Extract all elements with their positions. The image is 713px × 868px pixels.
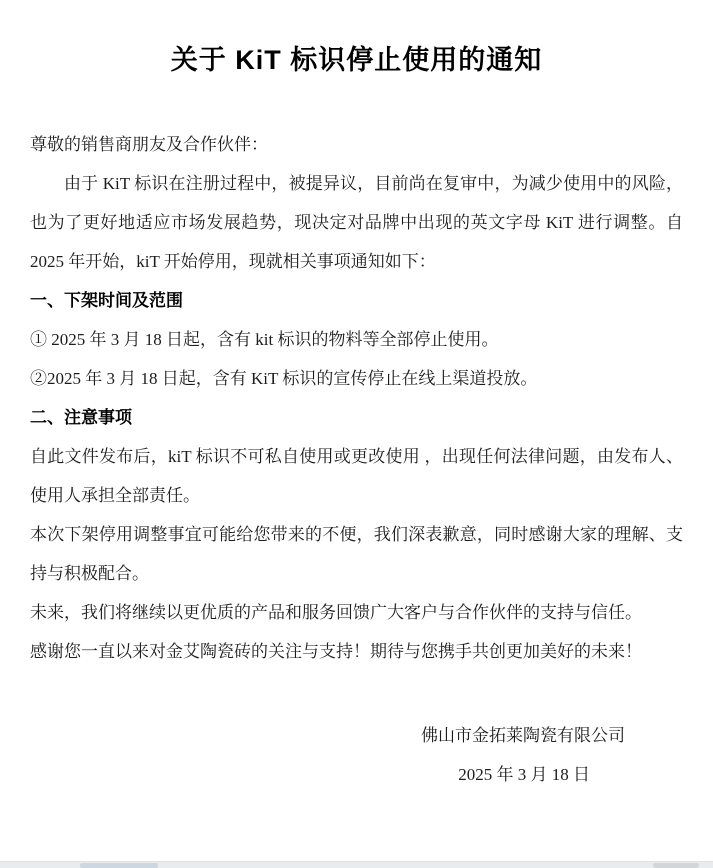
intro-paragraph: 由于 KiT 标识在注册过程中，被提异议，目前尚在复审中，为减少使用中的风险，也为了更好地适应市场发展趋势，现决定对品牌中出现的英文字母 KiT 进行调整。自 2025 年开始，kiT 开始停用，现就相关事项通知如下：	[30, 174, 683, 271]
signature-company-name: 佛山市金拓莱陶瓷有限公司	[421, 726, 625, 745]
section-2-paragraph-1: 自此文件发布后，kiT 标识不可私自使用或更改使用 ，出现任何法律问题，由发布人、使用人承担全部责任。	[30, 447, 683, 505]
document-title: 关于 KiT 标识停止使用的通知	[170, 45, 543, 75]
section-2-paragraph-4: 感谢您一直以来对金艾陶瓷砖的关注与支持！期待与您携手共创更加美好的未来！	[30, 642, 642, 661]
scrollbar-corner	[653, 863, 699, 868]
signature-block	[30, 716, 683, 794]
section-1-item-2: ②2025 年 3 月 18 日起，含有 KiT 标识的宣传停止在线上渠道投放。	[30, 369, 538, 388]
section-1-heading: 一、下架时间及范围	[30, 291, 183, 310]
horizontal-scrollbar-track[interactable]	[0, 861, 713, 868]
section-2-paragraph-3: 未来，我们将继续以更优质的产品和服务回馈广大客户与合作伙伴的支持与信任。	[30, 603, 642, 622]
horizontal-scrollbar-thumb[interactable]	[80, 863, 158, 868]
section-1-item-1: ① 2025 年 3 月 18 日起，含有 kit 标识的物料等全部停止使用。	[30, 330, 499, 349]
section-2-heading: 二、注意事项	[30, 408, 132, 427]
section-2-paragraph-2: 本次下架停用调整事宜可能给您带来的不便，我们深表歉意，同时感谢大家的理解、支持与积极配合。	[30, 525, 683, 583]
signature-date: 2025 年 3 月 18 日	[458, 765, 590, 784]
greeting-line: 尊敬的销售商朋友及合作伙伴：	[30, 135, 268, 154]
